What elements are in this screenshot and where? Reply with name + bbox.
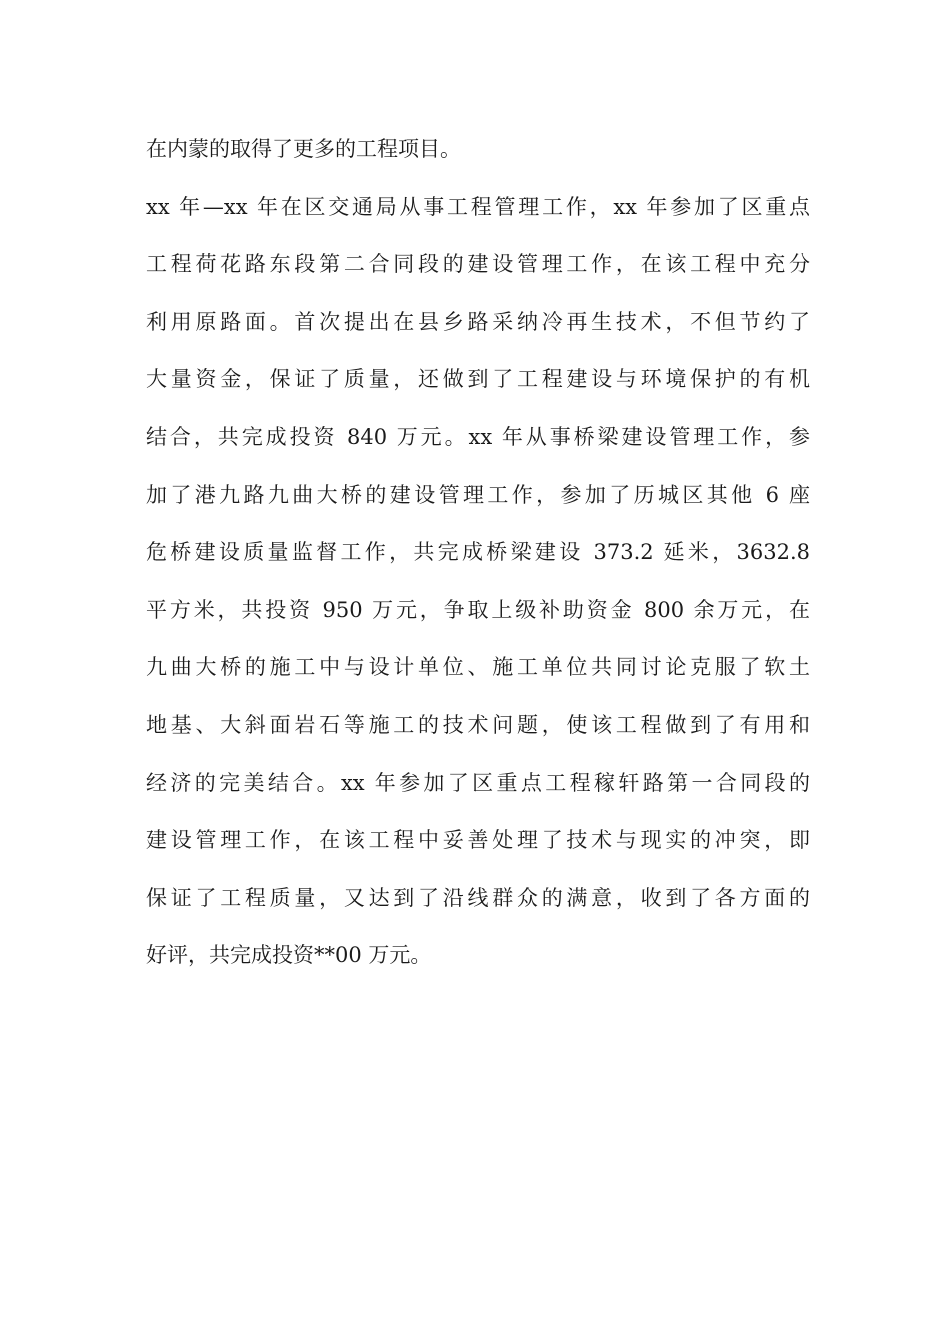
- text-line-paragraph-end: 好评，共完成投资**00 万元。: [146, 943, 432, 968]
- text-line: 加了港九路九曲大桥的建设管理工作，参加了历城区其他 6 座: [146, 482, 810, 507]
- text-line: 经济的完美结合。xx 年参加了区重点工程稼轩路第一合同段的: [146, 770, 810, 795]
- text-line: 平方米，共投资 950 万元，争取上级补助资金 800 余万元，在: [146, 597, 810, 622]
- text-line: 地基、大斜面岩石等施工的技术问题，使该工程做到了有用和: [146, 712, 810, 737]
- text-line: 九曲大桥的施工中与设计单位、施工单位共同讨论克服了软土: [146, 655, 810, 680]
- text-line: xx 年—xx 年在区交通局从事工程管理工作，xx 年参加了区重点: [146, 194, 810, 219]
- text-line: 大量资金，保证了质量，还做到了工程建设与环境保护的有机: [146, 367, 810, 392]
- text-line: 建设管理工作，在该工程中妥善处理了技术与现实的冲突，即: [146, 828, 810, 853]
- text-line: 利用原路面。首次提出在县乡路采纳冷再生技术，不但节约了: [146, 309, 810, 334]
- body-text: [146, 128, 810, 992]
- text-line: 保证了工程质量，又达到了沿线群众的满意，收到了各方面的: [146, 885, 810, 910]
- text-line: 危桥建设质量监督工作，共完成桥梁建设 373.2 延米，3632.8: [146, 540, 810, 565]
- text-line: 工程荷花路东段第二合同段的建设管理工作，在该工程中充分: [146, 252, 810, 277]
- text-line-paragraph-end: 在内蒙的取得了更多的工程项目。: [146, 137, 461, 161]
- text-line: 结合，共完成投资 840 万元。xx 年从事桥梁建设管理工作，参: [146, 424, 810, 449]
